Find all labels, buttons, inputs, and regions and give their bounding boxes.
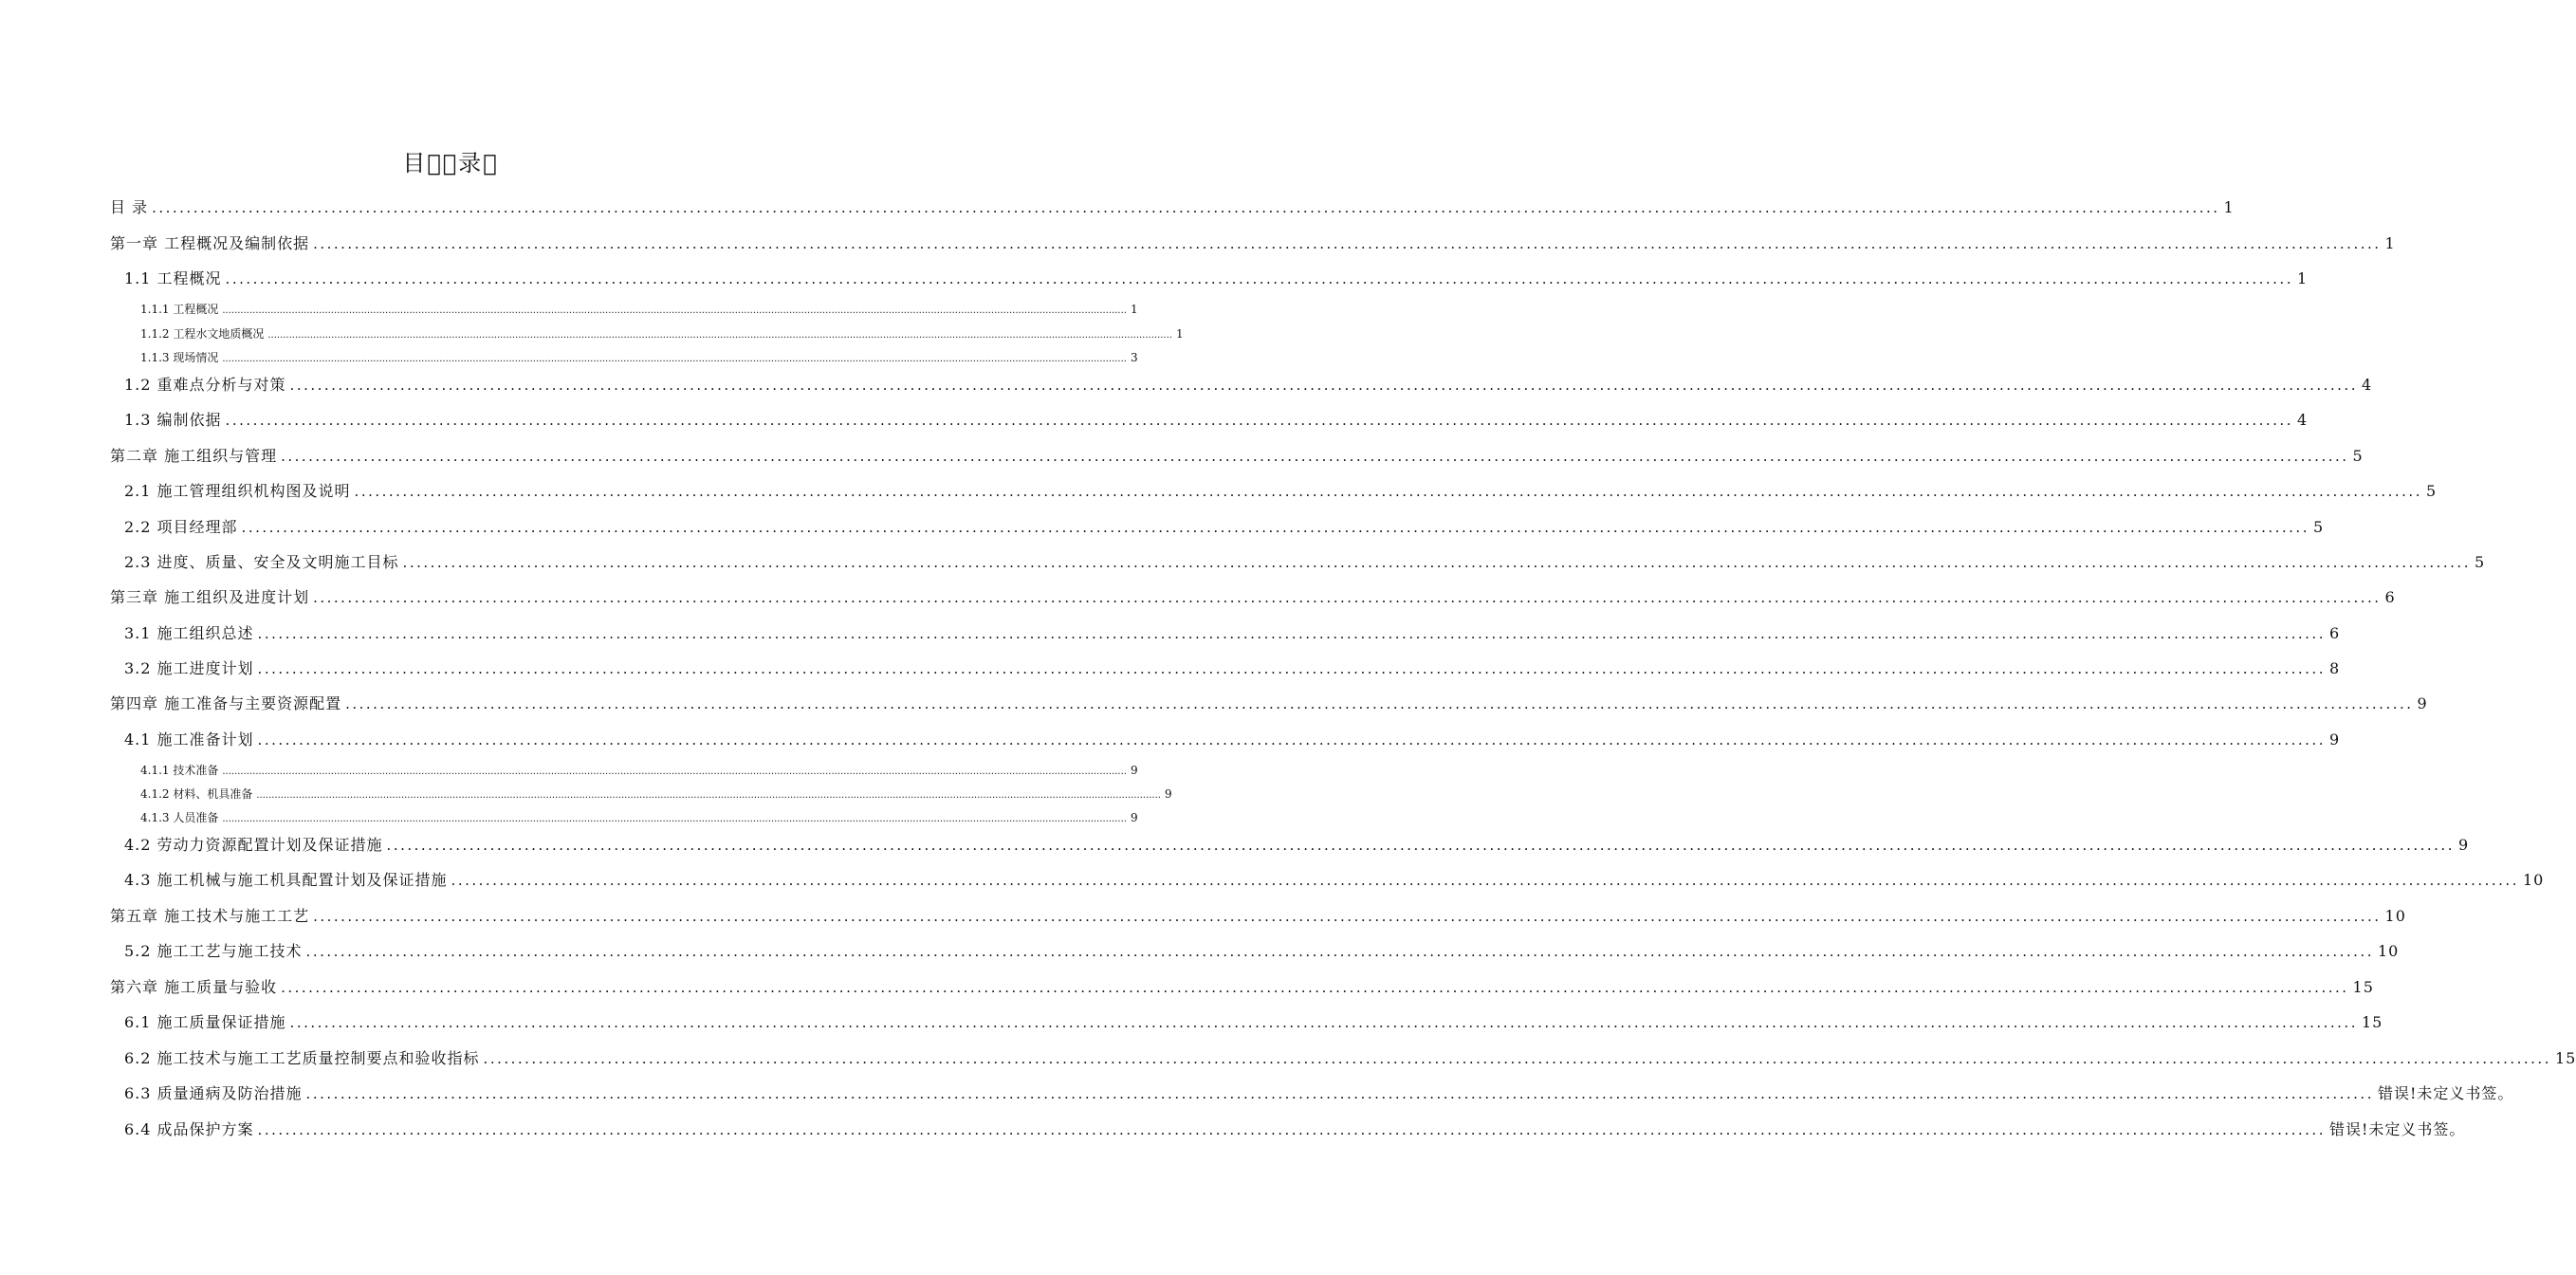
toc-entry[interactable]	[140, 763, 1138, 778]
toc-entry-label: 第六章 施工质量与验收	[110, 978, 278, 996]
toc-entry[interactable]	[124, 1119, 2466, 1140]
toc-entry-label: 6.3 质量通病及防治措施	[124, 1084, 303, 1102]
toc-leader-dots: ............................................................................................................................................................................................................................................................................................................	[222, 305, 1127, 316]
toc-entry[interactable]	[124, 375, 2373, 396]
toc-page-number: 6	[2328, 624, 2341, 642]
toc-entry[interactable]	[110, 233, 2396, 254]
toc-leader-dots: ............................................................................................................................................................................................................................................................................................................	[257, 625, 2326, 642]
toc-entry[interactable]	[124, 552, 2486, 573]
toc-entry-label: 2.2 项目经理部	[124, 518, 238, 536]
toc-entry[interactable]	[124, 870, 2545, 891]
toc-page-number: 9	[2328, 730, 2341, 748]
toc-entry-label: 1.2 重难点分析与对策	[124, 376, 286, 394]
toc-leader-dots: ............................................................................................................................................................................................................................................................................................................	[256, 790, 1161, 801]
toc-entry[interactable]	[140, 350, 1138, 365]
toc-leader-dots: ............................................................................................................................................................................................................................................................................................................	[483, 1050, 2551, 1067]
toc-entry-label: 1.3 编制依据	[124, 411, 222, 429]
toc-entry[interactable]	[124, 623, 2341, 644]
toc-entry-label: 4.1.2 材料、机具准备	[140, 787, 253, 801]
toc-page-number: 5	[2312, 518, 2325, 536]
toc-leader-dots: ............................................................................................................................................................................................................................................................................................................	[451, 872, 2519, 889]
toc-page-number: 1	[2296, 269, 2309, 287]
toc-entry[interactable]	[110, 587, 2396, 608]
toc-leader-dots: ............................................................................................................................................................................................................................................................................................................	[305, 943, 2374, 960]
toc-page-number: 3	[1130, 351, 1138, 364]
toc-entry[interactable]	[110, 446, 2364, 467]
toc-page-number: 15	[2352, 978, 2374, 996]
toc-entry[interactable]	[140, 810, 1138, 825]
toc-entry[interactable]	[140, 302, 1138, 317]
toc-entry-label: 第三章 施工组织及进度计划	[110, 588, 310, 606]
toc-entry[interactable]	[140, 326, 1184, 342]
toc-entry[interactable]	[124, 658, 2341, 679]
toc-page-number: 4	[2296, 411, 2309, 429]
toc-entry[interactable]	[124, 410, 2309, 431]
toc-entry[interactable]	[124, 1048, 2576, 1069]
toc-leader-dots: ............................................................................................................................................................................................................................................................................................................	[257, 660, 2326, 677]
toc-entry-label: 1.1.3 现场情况	[140, 351, 219, 364]
toc-leader-dots: ............................................................................................................................................................................................................................................................................................................	[222, 354, 1127, 364]
toc-entry-label: 4.1.3 人员准备	[140, 811, 219, 824]
toc-entry[interactable]	[110, 906, 2406, 927]
toc-entry[interactable]	[110, 197, 2235, 218]
toc-entry-label: 第一章 工程概况及编制依据	[110, 234, 310, 252]
toc-entry[interactable]	[124, 481, 2438, 502]
toc-page-number: 10	[2522, 871, 2545, 889]
toc-entry[interactable]	[124, 1083, 2514, 1104]
toc-leader-dots: ............................................................................................................................................................................................................................................................................................................	[305, 1085, 2374, 1102]
toc-page-number: 错误!未定义书签。	[2377, 1084, 2514, 1102]
toc-leader-dots: ............................................................................................................................................................................................................................................................................................................	[257, 1121, 2326, 1138]
toc-entry-label: 4.3 施工机械与施工机具配置计划及保证措施	[124, 871, 448, 889]
toc-page-number: 15	[2361, 1013, 2383, 1031]
toc-page-number: 8	[2328, 659, 2341, 677]
toc-page-number: 9	[1130, 811, 1138, 824]
toc-entry-label: 4.1 施工准备计划	[124, 730, 254, 748]
toc-leader-dots: ............................................................................................................................................................................................................................................................................................................	[225, 412, 2293, 429]
toc-leader-dots: ............................................................................................................................................................................................................................................................................................................	[222, 767, 1127, 777]
toc-entry-label: 6.4 成品保护方案	[124, 1120, 254, 1138]
toc-entry-label: 6.2 施工技术与施工工艺质量控制要点和验收指标	[124, 1049, 480, 1067]
toc-leader-dots: ............................................................................................................................................................................................................................................................................................................	[225, 270, 2293, 287]
toc-page-number: 6	[2384, 588, 2396, 606]
toc-entry-label: 1.1.2 工程水文地质概况	[140, 327, 265, 341]
toc-entry[interactable]	[124, 1012, 2383, 1033]
toc-page-number: 4	[2361, 376, 2373, 394]
toc-page-number: 9	[1164, 787, 1172, 801]
toc-page-number: 5	[2474, 553, 2486, 571]
toc-leader-dots: ............................................................................................................................................................................................................................................................................................................	[241, 519, 2309, 536]
toc-leader-dots: ............................................................................................................................................................................................................................................................................................................	[354, 483, 2422, 500]
toc-entry-label: 第五章 施工技术与施工工艺	[110, 907, 310, 925]
toc-page-number: 9	[2457, 836, 2470, 854]
toc-entry[interactable]	[124, 517, 2325, 538]
toc-entry-label: 2.1 施工管理组织机构图及说明	[124, 482, 351, 500]
toc-leader-dots: ............................................................................................................................................................................................................................................................................................................	[152, 199, 2220, 216]
toc-leader-dots: ............................................................................................................................................................................................................................................................................................................	[313, 235, 2382, 252]
toc-entry-label: 4.1.1 技术准备	[140, 764, 219, 777]
toc-entry[interactable]	[124, 730, 2341, 750]
toc-entry[interactable]	[124, 941, 2400, 962]
toc-leader-dots: ............................................................................................................................................................................................................................................................................................................	[257, 731, 2326, 748]
toc-entry[interactable]	[110, 977, 2374, 998]
toc-entry[interactable]	[124, 835, 2470, 856]
toc-entry-label: 4.2 劳动力资源配置计划及保证措施	[124, 836, 383, 854]
toc-entry-label: 第四章 施工准备与主要资源配置	[110, 694, 342, 712]
toc-leader-dots: ............................................................................................................................................................................................................................................................................................................	[345, 695, 2414, 712]
toc-page-number: 10	[2384, 907, 2406, 925]
toc-leader-dots: ............................................................................................................................................................................................................................................................................................................	[313, 589, 2382, 606]
toc-page-number: 10	[2377, 942, 2400, 960]
toc-leader-dots: ............................................................................................................................................................................................................................................................................................................	[281, 979, 2349, 996]
toc-entry-label: 3.2 施工进度计划	[124, 659, 254, 677]
toc-page-number: 错误!未定义书签。	[2328, 1120, 2466, 1138]
toc-leader-dots: ............................................................................................................................................................................................................................................................................................................	[222, 814, 1127, 824]
toc-entry-label: 3.1 施工组织总述	[124, 624, 254, 642]
toc-leader-dots: ............................................................................................................................................................................................................................................................................................................	[289, 1014, 2358, 1031]
toc-leader-dots: ............................................................................................................................................................................................................................................................................................................	[386, 837, 2455, 854]
toc-page-number: 1	[2384, 234, 2396, 252]
toc-page-number: 5	[2425, 482, 2438, 500]
toc-entry[interactable]	[140, 786, 1172, 802]
toc-entry-label: 6.1 施工质量保证措施	[124, 1013, 286, 1031]
page-title: 目  录 	[402, 150, 499, 176]
toc-page-number: 9	[1130, 764, 1138, 777]
toc-page-number: 9	[2417, 694, 2428, 712]
toc-entry[interactable]	[110, 693, 2428, 714]
toc-page-number: 5	[2352, 447, 2364, 465]
toc-entry-label: 1.1 工程概况	[124, 269, 222, 287]
toc-page-number: 1	[2223, 198, 2235, 216]
toc-leader-dots: ............................................................................................................................................................................................................................................................................................................	[289, 377, 2358, 394]
toc-entry[interactable]	[124, 268, 2309, 289]
toc-entry-label: 目 录	[110, 198, 149, 216]
toc-entry-label: 第二章 施工组织与管理	[110, 447, 278, 465]
toc-page-number: 15	[2554, 1049, 2576, 1067]
toc-entry-label: 5.2 施工工艺与施工技术	[124, 942, 303, 960]
toc-page-number: 1	[1130, 303, 1138, 316]
toc-leader-dots: ............................................................................................................................................................................................................................................................................................................	[281, 448, 2349, 465]
toc-entry-label: 2.3 进度、质量、安全及文明施工目标	[124, 553, 399, 571]
toc-leader-dots: ............................................................................................................................................................................................................................................................................................................	[313, 908, 2382, 925]
toc-leader-dots: ............................................................................................................................................................................................................................................................................................................	[402, 554, 2471, 571]
toc-entry-label: 1.1.1 工程概况	[140, 303, 219, 316]
toc-leader-dots: ............................................................................................................................................................................................................................................................................................................	[267, 330, 1172, 341]
toc-page-number: 1	[1175, 327, 1184, 341]
